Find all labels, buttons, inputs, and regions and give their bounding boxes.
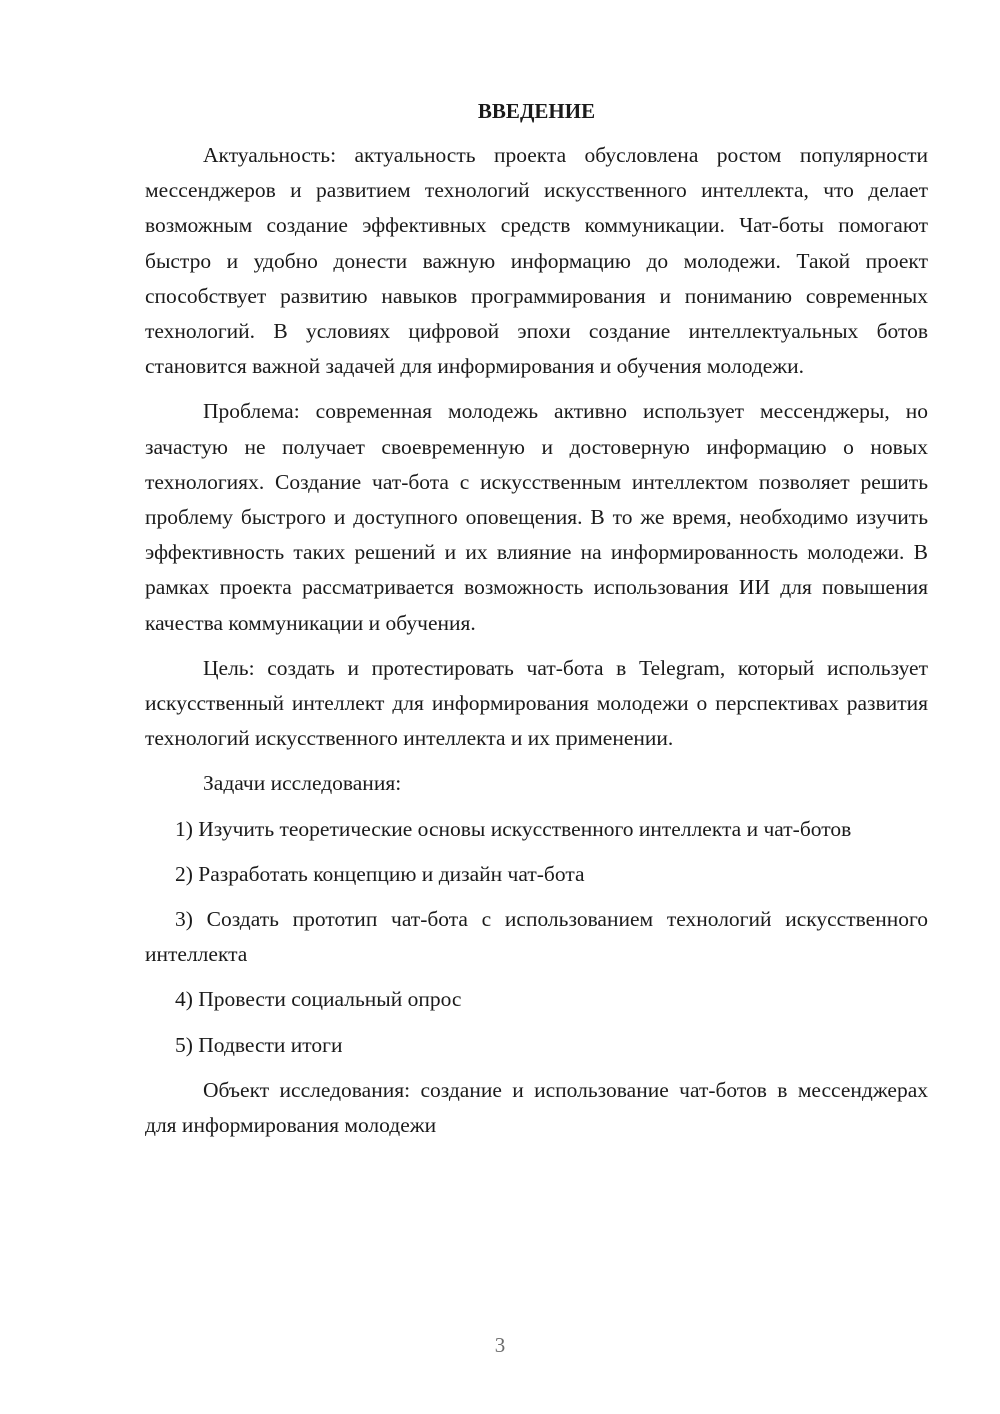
goal-paragraph: Цель: создать и протестировать чат-бота в Telegram, который использует искусственный интеллект для информирования молодежи о перспективах развития технологий искусственного интеллекта и их применении. [145,655,928,751]
tasks-title: Задачи исследования: [203,771,402,796]
relevance-paragraph: Актуальность: актуальность проекта обусловлена ростом популярности мессенджеров и развитием технологий искусственного интеллекта, что делает возможным создание эффективных средств коммуникации. Чат-боты помогают быстро и удобно донести важную информацию до молодежи. Такой проект способствует развитию навыков программирования и пониманию современных технологий. В условиях цифровой эпохи создание интеллектуальных ботов становится важной задачей для информирования и обучения молодежи. [145,143,928,379]
document-page [145,94,928,1153]
task-item: 2) Разработать концепцию и дизайн чат-бота [175,861,585,886]
task-item: 1) Изучить теоретические основы искусственного интеллекта и чат-ботов [175,816,852,841]
problem-paragraph: Проблема: современная молодежь активно использует мессенджеры, но зачастую не получает своевременную и достоверную информацию о новых технологиях. Создание чат-бота с искусственным интеллектом позволяет решить проблему быстрого и доступного оповещения. В то же время, необходимо изучить эффективность таких решений и их влияние на информированность молодежи. В рамках проекта рассматривается возможность использования ИИ для повышения качества коммуникации и обучения. [145,399,928,635]
section-heading: ВВЕДЕНИЕ [477,99,596,123]
task-item: 4) Провести социальный опрос [175,987,462,1012]
task-item: 5) Подвести итоги [175,1032,343,1057]
task-item: 3) Создать прототип чат-бота с использованием технологий искусственного интеллекта [145,907,928,967]
page-number: 3 [494,1333,506,1357]
object-paragraph: Объект исследования: создание и использование чат-ботов в мессенджерах для информирования молодежи [145,1077,928,1138]
